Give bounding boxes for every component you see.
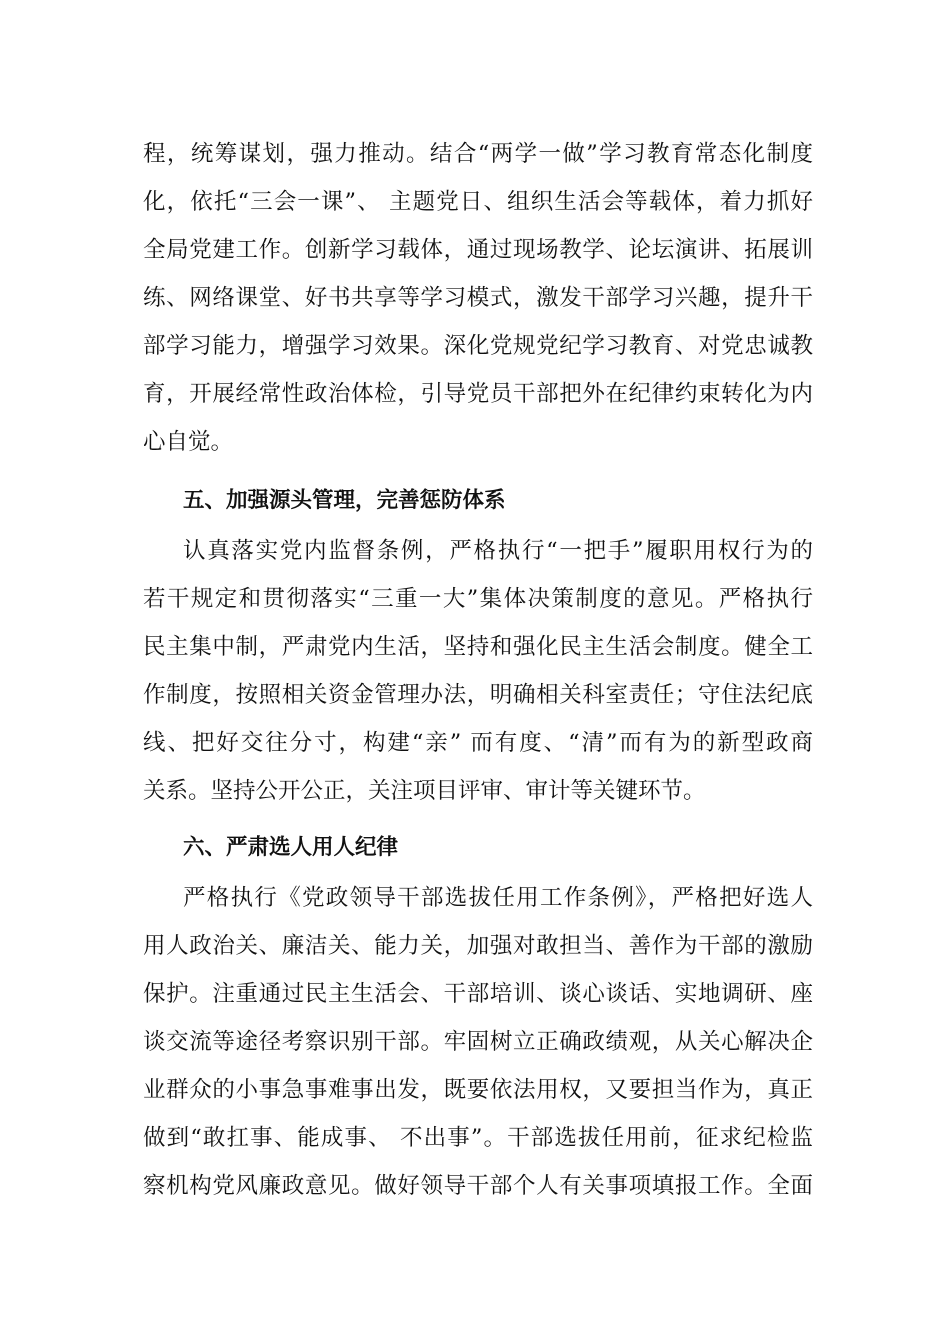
- paragraph-line: 部学习能力，增强学习效果。深化党规党纪学习教育、对党忠诚教: [143, 333, 813, 359]
- paragraph-line: 谈交流等途径考察识别干部。牢固树立正确政绩观，从关心解决企: [143, 1029, 813, 1055]
- paragraph-line: 若干规定和贯彻落实“三重一大”集体决策制度的意见。严格执行: [143, 586, 813, 612]
- paragraph-line: 民主集中制，严肃党内生活，坚持和强化民主生活会制度。健全工: [143, 634, 813, 660]
- paragraph-line: 保护。注重通过民主生活会、干部培训、谈心谈话、实地调研、座: [143, 981, 813, 1007]
- paragraph-line: 全局党建工作。创新学习载体，通过现场教学、论坛演讲、拓展训: [143, 237, 813, 263]
- paragraph-line: 业群众的小事急事难事出发，既要依法用权，又要担当作为，真正: [143, 1077, 813, 1103]
- paragraph-line: 线、把好交往分寸，构建“亲” 而有度、“清”而有为的新型政商: [143, 730, 813, 756]
- paragraph-line: 做到“敢扛事、能成事、 不出事”。干部选拔任用前，征求纪检监: [143, 1125, 813, 1151]
- section-heading-5: 五、加强源头管理，完善惩防体系: [183, 488, 506, 513]
- paragraph-line: 心自觉。: [143, 429, 234, 455]
- paragraph-line: 关系。坚持公开公正，关注项目评审、审计等关键环节。: [143, 778, 706, 804]
- paragraph-line: 化，依托“三会一课”、 主题党日、组织生活会等载体，着力抓好: [143, 189, 813, 215]
- paragraph-line: 作制度，按照相关资金管理办法，明确相关科室责任；守住法纪底: [143, 682, 813, 708]
- paragraph-line: 用人政治关、廉洁关、能力关，加强对敢担当、善作为干部的激励: [143, 933, 813, 959]
- paragraph-line: 程，统筹谋划，强力推动。结合“两学一做”学习教育常态化制度: [143, 141, 813, 167]
- paragraph-line: 育，开展经常性政治体检，引导党员干部把外在纪律约束转化为内: [143, 381, 813, 407]
- paragraph-line: 严格执行《党政领导干部选拔任用工作条例》，严格把好选人: [183, 885, 813, 911]
- paragraph-line: 认真落实党内监督条例，严格执行“一把手”履职用权行为的: [183, 538, 813, 564]
- section-heading-6: 六、严肃选人用人纪律: [183, 835, 399, 860]
- paragraph-line: 练、网络课堂、好书共享等学习模式，激发干部学习兴趣，提升干: [143, 285, 813, 311]
- paragraph-line: 察机构党风廉政意见。做好领导干部个人有关事项填报工作。全面: [143, 1173, 813, 1199]
